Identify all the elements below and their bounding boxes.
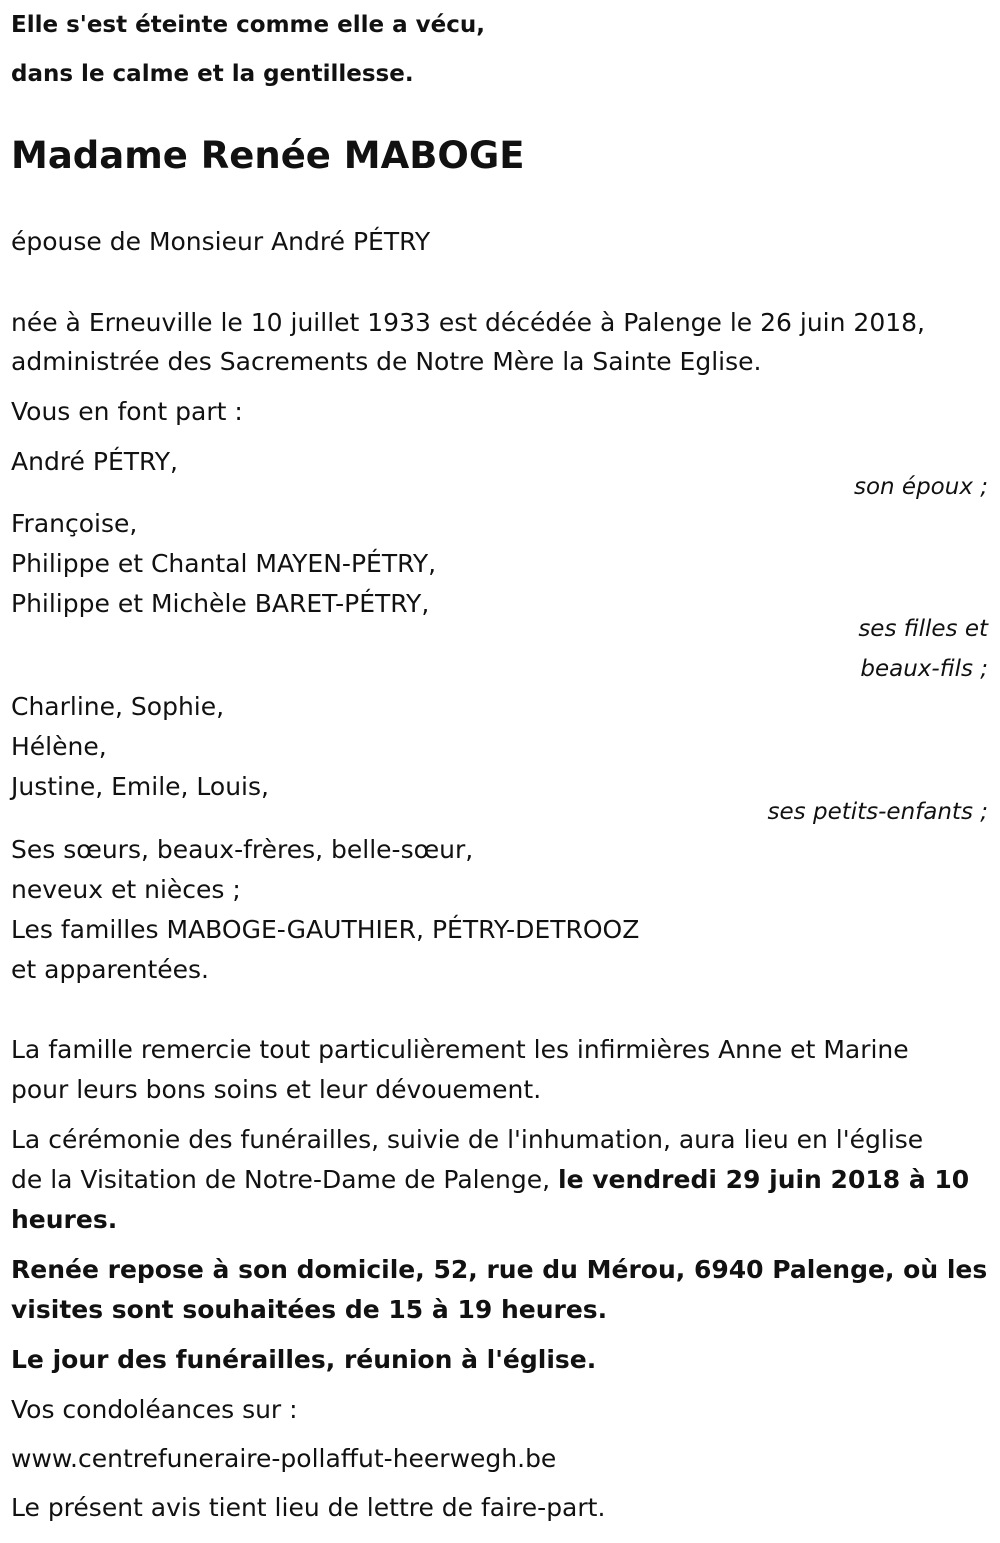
- deceased-name-title: Madame Renée MABOGE: [11, 134, 525, 177]
- relation-daughters-2: beaux-fils ;: [860, 656, 988, 682]
- epigraph-line-1: Elle s'est éteinte comme elle a vécu,: [11, 12, 485, 38]
- visit-line-2: visites sont souhaitées de 15 à 19 heures.: [11, 1295, 608, 1324]
- ceremony-line-1: La cérémonie des funérailles, suivie de l'inhumation, aura lieu en l'église: [11, 1125, 924, 1154]
- thanks-line-2: pour leurs bons soins et leur dévouement.: [11, 1075, 542, 1104]
- condolences-label: Vos condoléances sur :: [11, 1395, 298, 1424]
- announce-line: Vous en font part :: [11, 397, 243, 426]
- grandchildren-name-1: Charline, Sophie,: [11, 692, 225, 721]
- grandchildren-name-3: Justine, Emile, Louis,: [11, 772, 269, 801]
- ceremony-location: de la Visitation de Notre-Dame de Palenge,: [11, 1165, 558, 1194]
- spouse-line: épouse de Monsieur André PÉTRY: [11, 227, 431, 256]
- website-link[interactable]: www.centrefuneraire-pollaffut-heerwegh.be: [11, 1444, 557, 1473]
- relation-grandchildren: ses petits-enfants ;: [767, 799, 988, 825]
- birth-death-line-2: administrée des Sacrements de Notre Mère la Sainte Eglise.: [11, 347, 762, 376]
- thanks-line-1: La famille remercie tout particulièrement les infirmières Anne et Marine: [11, 1035, 909, 1064]
- visit-line-1: Renée repose à son domicile, 52, rue du Mérou, 6940 Palenge, où les: [11, 1255, 988, 1284]
- daughter-name-2: Philippe et Chantal MAYEN-PÉTRY,: [11, 549, 437, 578]
- others-line-3: Les familles MABOGE-GAUTHIER, PÉTRY-DETROOZ: [11, 915, 640, 944]
- spouse-name: André PÉTRY,: [11, 447, 179, 476]
- others-line-1: Ses sœurs, beaux-frères, belle-sœur,: [11, 835, 474, 864]
- ceremony-line-3: heures.: [11, 1205, 118, 1234]
- relation-daughters-1: ses filles et: [858, 616, 988, 642]
- daughter-name-3: Philippe et Michèle BARET-PÉTRY,: [11, 589, 430, 618]
- grandchildren-name-2: Hélène,: [11, 732, 107, 761]
- meeting-line: Le jour des funérailles, réunion à l'église.: [11, 1345, 597, 1374]
- ceremony-date: le vendredi 29 juin 2018 à 10: [558, 1165, 970, 1194]
- others-line-4: et apparentées.: [11, 955, 209, 984]
- closing-line: Le présent avis tient lieu de lettre de faire-part.: [11, 1493, 606, 1522]
- epigraph-line-2: dans le calme et la gentillesse.: [11, 61, 414, 87]
- daughter-name-1: Françoise,: [11, 509, 138, 538]
- relation-spouse: son époux ;: [853, 474, 988, 500]
- birth-death-line-1: née à Erneuville le 10 juillet 1933 est décédée à Palenge le 26 juin 2018,: [11, 308, 925, 337]
- others-line-2: neveux et nièces ;: [11, 875, 241, 904]
- ceremony-line-2: [11, 1165, 969, 1195]
